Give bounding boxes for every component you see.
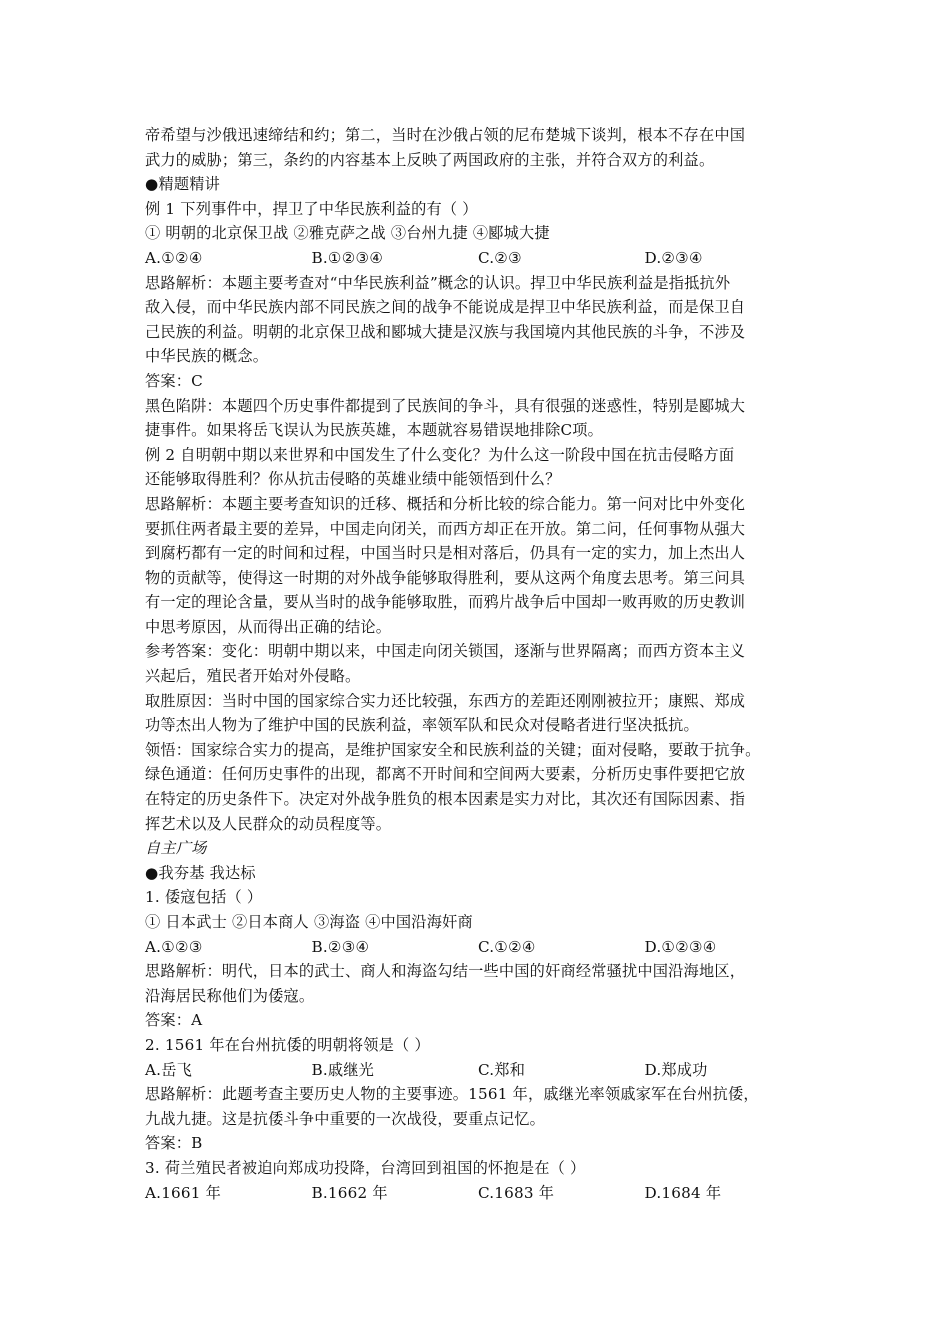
text-line: 敌入侵，而中华民族内部不同民族之间的战争不能说成是捍卫中华民族利益，而是保卫自: [145, 298, 746, 317]
text-line: 黑色陷阱：本题四个历史事件都提到了民族间的争斗，具有很强的迷惑性，特别是郾城大: [145, 396, 746, 415]
answer-line: 答案：B: [145, 1134, 203, 1153]
option-c: C.1683 年: [478, 1183, 555, 1202]
text-line: 武力的威胁；第三，条约的内容基本上反映了两国政府的主张，并符合双方的利益。: [145, 150, 715, 169]
section-heading-hangji: ●我夯基 我达标: [145, 863, 256, 882]
text-line: 参考答案：变化：明朝中期以来，中国走向闭关锁国，逐渐与世界隔离；而西方资本主义: [145, 642, 746, 661]
text-line: 兴起后，殖民者开始对外侵略。: [145, 667, 361, 686]
question-1: 1. 倭寇包括（ ）: [145, 888, 263, 907]
text-line: 领悟：国家综合实力的提高，是维护国家安全和民族利益的关键；面对侵略，要敢于抗争。: [145, 740, 761, 759]
text-line: 中华民族的概念。: [145, 347, 269, 366]
text-line: 绿色通道：任何历史事件的出现，都离不开时间和空间两大要素，分析历史事件要把它放: [145, 765, 746, 784]
text-line: 沿海居民称他们为倭寇。: [145, 986, 315, 1005]
text-line: 挥艺术以及人民群众的动员程度等。: [145, 814, 392, 833]
question-3-options: [145, 1181, 810, 1206]
option-a: A.①②③: [145, 937, 203, 956]
answer-line: 答案：C: [145, 371, 203, 390]
option-a: A.1661 年: [145, 1183, 222, 1202]
option-a: A.岳飞: [145, 1060, 192, 1079]
question-1-options: [145, 935, 810, 960]
text-line: 要抓住两者最主要的差异，中国走向闭关，而西方却正在开放。第二问，任何事物从强大: [145, 519, 746, 538]
page-content: [145, 123, 810, 1205]
text-line: 到腐朽都有一定的时间和过程，中国当时只是相对落后，仍具有一定的实力，加上杰出人: [145, 544, 746, 563]
option-d: D.郑成功: [644, 1060, 708, 1079]
text-line: 取胜原因：当时中国的国家综合实力还比较强，东西方的差距还刚刚被拉开；康熙、郑成: [145, 691, 746, 710]
text-line: 捷事件。如果将岳飞误认为民族英雄，本题就容易错误地排除C项。: [145, 421, 604, 440]
example-2-question: 例 2 自明朝中期以来世界和中国发生了什么变化？为什么这一阶段中国在抗击侵略方面: [145, 445, 735, 464]
option-b: B.1662 年: [311, 1183, 388, 1202]
example-1-items: ① 明朝的北京保卫战 ②雅克萨之战 ③台州九捷 ④郾城大捷: [145, 224, 550, 243]
text-line: 物的贡献等，使得这一时期的对外战争能够取得胜利，要从这两个角度去思考。第三问具: [145, 568, 746, 587]
question-2-options: [145, 1058, 810, 1083]
question-2: 2. 1561 年在台州抗倭的明朝将领是（ ）: [145, 1035, 430, 1054]
text-line: 还能够取得胜利？你从抗击侵略的英雄业绩中能领悟到什么？: [145, 470, 561, 489]
option-b: B.②③④: [311, 937, 370, 956]
option-a: A.①②④: [145, 248, 203, 267]
option-c: C.①②④: [478, 937, 536, 956]
intro-paragraph: [145, 123, 810, 172]
example-1-options: [145, 246, 810, 271]
text-line: 功等杰出人物为了维护中国的民族利益，率领军队和民众对侵略者进行坚决抵抗。: [145, 716, 699, 735]
option-d: D.1684 年: [644, 1183, 722, 1202]
text-line: 九战九捷。这是抗倭斗争中重要的一次战役，要重点记忆。: [145, 1109, 546, 1128]
text-line: 思路解析：本题主要考查知识的迁移、概括和分析比较的综合能力。第一问对比中外变化: [145, 494, 746, 513]
text-line: 在特定的历史条件下。决定对外战争胜负的根本因素是实力对比，其次还有国际因素、指: [145, 790, 746, 809]
option-b: B.①②③④: [311, 248, 384, 267]
answer-line: 答案：A: [145, 1011, 203, 1030]
text-line: 帝希望与沙俄迅速缔结和约；第二，当时在沙俄占领的尼布楚城下谈判，根本不存在中国: [145, 126, 746, 144]
text-line: 有一定的理论含量，要从当时的战争能够取胜，而鸦片战争后中国却一败再败的历史教训: [145, 593, 746, 612]
option-c: C.郑和: [478, 1060, 526, 1079]
example-1-question: 例 1 下列事件中，捍卫了中华民族利益的有（ ）: [145, 199, 478, 218]
text-line: 中思考原因，从而得出正确的结论。: [145, 617, 392, 636]
option-b: B.戚继光: [311, 1060, 375, 1079]
text-line: 思路解析：明代，日本的武士、商人和海盗勾结一些中国的奸商经常骚扰中国沿海地区，: [145, 962, 746, 981]
option-d: D.①②③④: [644, 937, 717, 956]
section-heading-jingti: ●精题精讲: [145, 175, 221, 194]
option-d: D.②③④: [644, 248, 703, 267]
example-analysis-block: [145, 271, 810, 837]
question-3: 3. 荷兰殖民者被迫向郑成功投降，台湾回到祖国的怀抱是在（ ）: [145, 1158, 586, 1177]
section-title: 自主广场: [145, 839, 207, 858]
text-line: 己民族的利益。明朝的北京保卫战和郾城大捷是汉族与我国境内其他民族的斗争，不涉及: [145, 322, 746, 341]
option-c: C.②③: [478, 248, 522, 267]
text-line: 思路解析：此题考查主要历史人物的主要事迹。1561 年，戚继光率领戚家军在台州抗倭，: [145, 1085, 759, 1104]
question-1-items: ① 日本武士 ②日本商人 ③海盗 ④中国沿海奸商: [145, 913, 473, 931]
text-line: 思路解析：本题主要考查对“中华民族利益”概念的认识。捍卫中华民族利益是指抵抗外: [145, 273, 731, 292]
